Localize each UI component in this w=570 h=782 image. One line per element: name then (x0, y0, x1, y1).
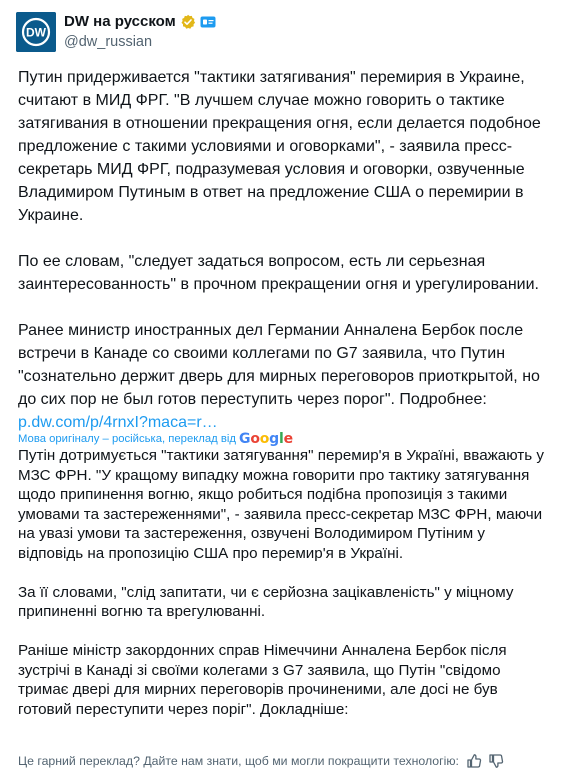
dw-logo-icon (16, 12, 56, 52)
display-name[interactable]: DW на русском (64, 13, 176, 30)
avatar-logo-text: DW (26, 25, 46, 40)
feedback-prompt: Це гарний переклад? Дайте нам знати, щоб ми могли покращити технологію: (18, 754, 459, 768)
translation-attribution (18, 432, 293, 446)
translation-feedback (18, 752, 558, 770)
avatar[interactable] (16, 12, 56, 52)
name-line (64, 13, 216, 30)
article-link[interactable]: p.dw.com/p/4rnxI?maca=r… (18, 414, 218, 431)
verified-badge-icon (180, 14, 196, 30)
post-paragraph: Путин придерживается "тактики затягивания" перемирия в Украине, считают в МИД ФРГ. "В лучшем случае можно говорить о тактике затягивания в отношении прекращения огня, если делается подобное предложение с такими условиями и оговорками", - заявила пресс-секретарь МИД ФРГ, подразумевая условия и оговорки, озвученные Владимиром Путиным в ответ на предложение США о перемирии в Украине. (18, 69, 541, 224)
thumbs-down-icon[interactable] (487, 752, 505, 770)
translated-paragraph: Путін дотримується "тактики затягування" перемир'я в Україні, вважають у МЗС ФРН. "У кращому випадку можна говорити про тактику затягування щодо припинення вогню, якщо робиться подібна пропозиція з такими умовами та застереженнями", - заявила пресс-секретар МЗС ФРН, маючи на увазі умови та застереження, озвучені Володимиром Путіним у відповідь на пропозицію США про перемир'я в Україні. (18, 447, 544, 562)
translated-text (18, 446, 546, 719)
post-paragraph: По ее словам, "следует задаться вопросом, есть ли серьезная заинтересованность" в прочном прекращении огня и урегулировании. (18, 253, 539, 293)
translated-paragraph: За її словами, "слід запитати, чи є серйозна зацікавленість" у міцному припиненні вогню та врегулюванні. (18, 583, 514, 620)
translation-note[interactable]: Мова оригіналу – російська, переклад від (18, 433, 237, 445)
affiliate-label-icon[interactable] (200, 14, 216, 30)
thumbs-up-icon[interactable] (465, 752, 483, 770)
post-header (16, 10, 556, 56)
post-text (18, 66, 546, 434)
feedback-actions (465, 752, 505, 770)
post-paragraph-text: Ранее министр иностранных дел Германии Анналена Бербок после встречи в Канаде со своими коллегами по G7 заявила, что Путин "сознательно держит дверь для мирных переговоров приоткрытой, но до сих пор не был готов переступить через порог". Подробнее: (18, 322, 540, 408)
google-logo: Google (239, 431, 293, 447)
account-handle[interactable]: @dw_russian (64, 34, 153, 50)
translated-paragraph: Раніше міністр закордонних справ Німеччини Анналена Бербок після зустрічі в Канаді зі своїми колегами з G7 заявила, що Путін "свідомо тримає двері для мирних переговорів прочиненими, але досі не був готовий переступити через поріг". Докладніше: (18, 642, 507, 718)
post-paragraph (18, 319, 546, 434)
